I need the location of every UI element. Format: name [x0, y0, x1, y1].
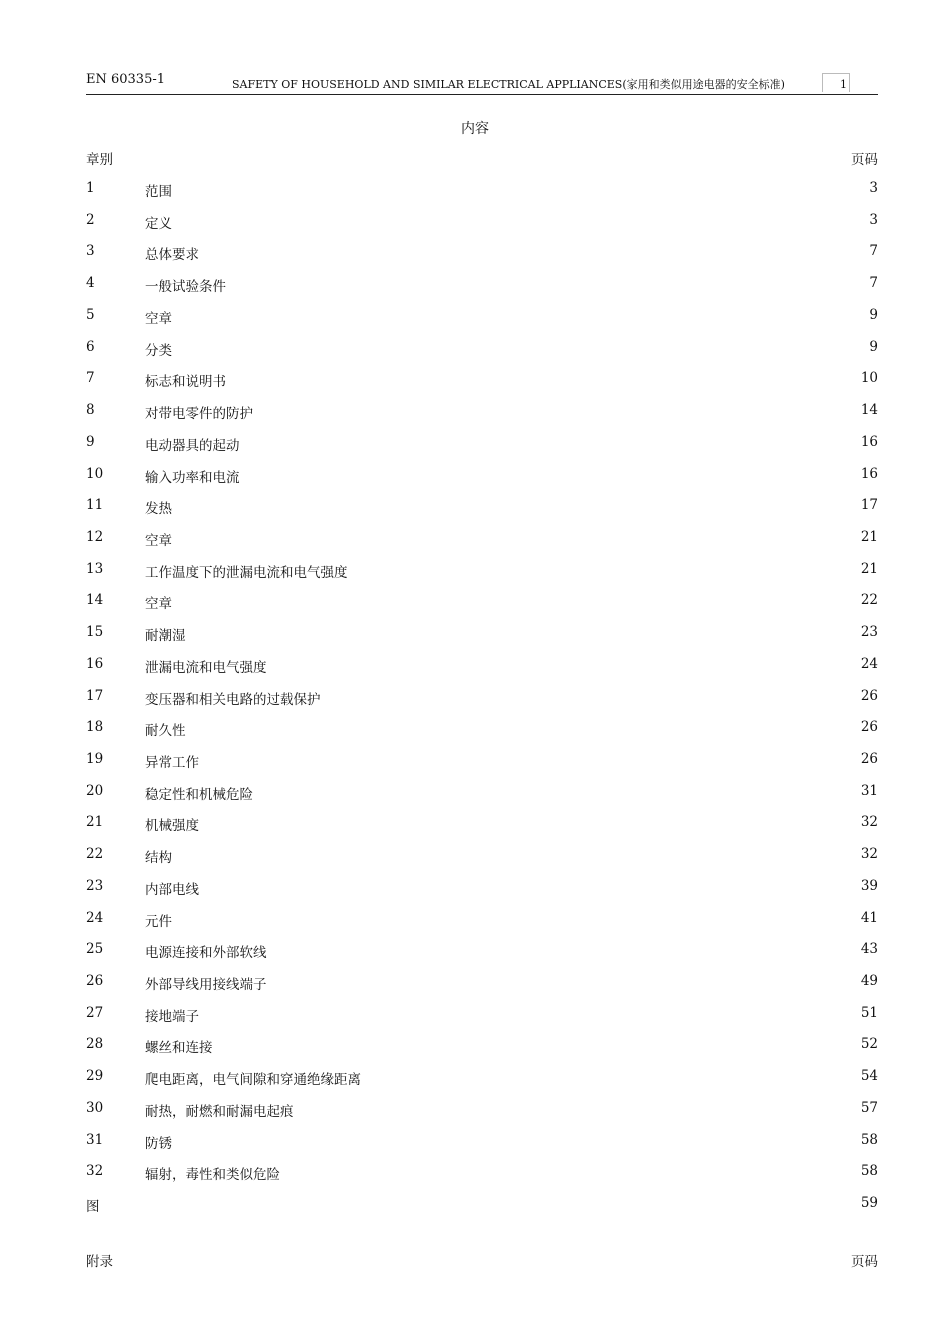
toc-entry	[86, 751, 878, 771]
toc-entry-label: 机械强度	[145, 818, 199, 835]
toc-entry-num: 27	[86, 1004, 104, 1021]
toc-entry	[86, 370, 878, 390]
toc-entry-label: 结构	[145, 850, 172, 867]
toc-entry	[86, 1068, 878, 1088]
toc-entry-page: 57	[860, 1099, 878, 1116]
toc-entry-num: 20	[86, 782, 104, 799]
toc-entry-num: 6	[86, 338, 95, 355]
toc-entry-num: 12	[86, 528, 104, 545]
toc-entry-page: 9	[869, 338, 878, 355]
toc-entry-page: 41	[860, 909, 878, 926]
toc-figures-row	[86, 1195, 878, 1215]
toc-entry	[86, 307, 878, 327]
toc-entry-num: 31	[86, 1131, 104, 1148]
toc-entry-num: 32	[86, 1163, 104, 1180]
toc-entry-label: 一般试验条件	[145, 279, 226, 296]
toc-entry-label: 空章	[145, 310, 172, 327]
toc-entry-page: 39	[860, 877, 878, 894]
toc-entry	[86, 466, 878, 486]
toc-entry-label: 分类	[145, 342, 172, 359]
toc-entry-page: 17	[860, 497, 878, 514]
toc-entry	[86, 402, 878, 422]
toc-entry-num: 15	[86, 624, 104, 641]
toc-entry	[86, 1005, 878, 1025]
toc-entry	[86, 180, 878, 200]
toc-entry-page: 16	[860, 465, 878, 482]
toc-entry-num: 4	[86, 275, 95, 292]
toc-entry-page: 16	[860, 433, 878, 450]
toc-entry-num: 14	[86, 592, 104, 609]
toc-entry-label: 发热	[145, 501, 172, 518]
toc-entry-num: 10	[86, 465, 104, 482]
toc-entry	[86, 243, 878, 263]
toc-entry-page: 51	[860, 1004, 878, 1021]
page-number: 1	[822, 73, 850, 92]
page-column-header: 页码	[851, 152, 878, 168]
toc-entry-page: 23	[860, 624, 878, 641]
toc-entry-num: 11	[86, 497, 104, 514]
toc-entry-num: 2	[86, 211, 95, 228]
toc-entry-label: 内部电线	[145, 881, 199, 898]
toc-entry-page: 52	[860, 1036, 878, 1053]
toc-entry	[86, 592, 878, 612]
toc-entry-page: 58	[860, 1131, 878, 1148]
toc-entry-label: 稳定性和机械危险	[145, 786, 253, 803]
toc-entry	[86, 814, 878, 834]
toc-entry	[86, 941, 878, 961]
appendix-header-row	[86, 1250, 878, 1270]
page-header	[86, 72, 878, 95]
toc-entry	[86, 656, 878, 676]
toc-entry	[86, 339, 878, 359]
toc-entry-num: 13	[86, 560, 104, 577]
toc-title: 内容	[461, 121, 489, 137]
toc-entry-page: 26	[860, 751, 878, 767]
toc-entry-label: 防锈	[145, 1135, 172, 1152]
chapter-column-header: 章别	[86, 152, 113, 168]
toc-entry-label: 总体要求	[145, 247, 199, 264]
toc-entry-num: 18	[86, 719, 104, 736]
toc-entry-num: 25	[86, 941, 104, 958]
toc-entry-num: 16	[86, 655, 104, 672]
toc-entry-label: 电动器具的起动	[145, 437, 240, 454]
toc-entry-page: 21	[860, 528, 878, 545]
toc-entry-page: 58	[860, 1163, 878, 1180]
toc-entry-num: 23	[86, 877, 104, 894]
toc-entry-page: 10	[860, 370, 878, 387]
toc-entry-label: 元件	[145, 913, 172, 930]
toc-entry-label: 对带电零件的防护	[145, 406, 253, 422]
toc-entry-page: 7	[869, 275, 878, 292]
toc-entry-num: 3	[86, 243, 95, 260]
toc-entry-label: 输入功率和电流	[145, 469, 240, 486]
toc-entry-page: 7	[869, 243, 878, 260]
toc-entry	[86, 561, 878, 581]
toc-entry-num: 22	[86, 846, 104, 863]
toc-entry	[86, 212, 878, 232]
appendix-page-header: 页码	[851, 1254, 878, 1270]
toc-entry-page: 31	[860, 782, 878, 799]
toc-entry-page: 21	[860, 560, 878, 577]
toc-entry-page: 32	[860, 814, 878, 831]
toc-entry-label: 外部导线用接线端子	[145, 977, 267, 993]
toc-entry	[86, 1036, 878, 1056]
toc-entry-label: 辐射，毒性和类似危险	[145, 1167, 280, 1184]
toc-entry	[86, 497, 878, 517]
toc-entry-page: 49	[860, 973, 878, 989]
figures-label: 图	[86, 1199, 100, 1215]
toc-entry-num: 24	[86, 909, 104, 926]
toc-entry-num: 9	[86, 433, 95, 450]
toc-entry-label: 耐潮湿	[145, 628, 186, 645]
toc-entry-label: 螺丝和连接	[145, 1040, 213, 1057]
toc-entry-label: 异常工作	[145, 755, 199, 771]
toc-entry-page: 24	[860, 655, 878, 672]
toc-entry-page: 32	[860, 846, 878, 863]
toc-entry-label: 标志和说明书	[145, 374, 226, 391]
toc-column-headers	[86, 148, 878, 168]
toc-entry-page: 43	[860, 941, 878, 958]
toc-entry-num: 29	[86, 1068, 104, 1085]
figures-page: 59	[860, 1195, 878, 1211]
toc-entry-page: 14	[860, 402, 878, 418]
toc-entry-label: 变压器和相关电路的过载保护	[145, 691, 321, 708]
toc-entry-label: 泄漏电流和电气强度	[145, 659, 267, 676]
toc-entry-label: 定义	[145, 215, 172, 232]
toc-entry	[86, 1163, 878, 1183]
document-title: SAFETY OF HOUSEHOLD AND SIMILAR ELECTRICAL APPLIANCES(家用和类似用途电器的安全标准)	[232, 78, 785, 91]
toc-entry-label: 范围	[145, 184, 172, 200]
toc-entry	[86, 719, 878, 739]
toc-entry	[86, 1132, 878, 1152]
toc-entry-page: 22	[860, 592, 878, 609]
toc-entry-num: 17	[86, 687, 104, 704]
toc-entry	[86, 973, 878, 993]
toc-entry-num: 7	[86, 370, 95, 387]
toc-entry	[86, 846, 878, 866]
toc-entry-label: 空章	[145, 596, 172, 613]
toc-entry-label: 爬电距离，电气间隙和穿通绝缘距离	[145, 1072, 361, 1089]
toc-entry-num: 28	[86, 1036, 104, 1053]
toc-entry-num: 30	[86, 1099, 104, 1116]
toc-entry	[86, 783, 878, 803]
toc-entry-label: 空章	[145, 532, 172, 549]
toc-entry-num: 1	[86, 180, 95, 196]
toc-entry	[86, 688, 878, 708]
toc-entry-page: 3	[869, 211, 878, 228]
toc-entry-num: 5	[86, 306, 95, 323]
toc-entry-page: 54	[860, 1068, 878, 1085]
toc-entry-num: 19	[86, 751, 104, 767]
toc-entry-label: 耐久性	[145, 723, 186, 740]
toc-entry-page: 3	[869, 180, 878, 196]
toc-entry-page: 9	[869, 306, 878, 323]
toc-entry	[86, 910, 878, 930]
toc-entry-label: 接地端子	[145, 1008, 199, 1025]
toc-entry	[86, 275, 878, 295]
toc-entry-num: 8	[86, 402, 95, 418]
toc-entry-label: 工作温度下的泄漏电流和电气强度	[145, 564, 348, 581]
toc-entry	[86, 434, 878, 454]
toc-entry-page: 26	[860, 719, 878, 736]
toc-entry	[86, 624, 878, 644]
toc-entry-num: 26	[86, 973, 104, 989]
toc-entry-num: 21	[86, 814, 104, 831]
toc-entry	[86, 529, 878, 549]
toc-entry	[86, 878, 878, 898]
appendix-label: 附录	[86, 1254, 113, 1270]
document-code: EN 60335-1	[86, 72, 166, 87]
toc-entry	[86, 1100, 878, 1120]
toc-entry-label: 耐热，耐燃和耐漏电起痕	[145, 1103, 294, 1120]
toc-entry-page: 26	[860, 687, 878, 704]
toc-entry-label: 电源连接和外部软线	[145, 945, 267, 962]
